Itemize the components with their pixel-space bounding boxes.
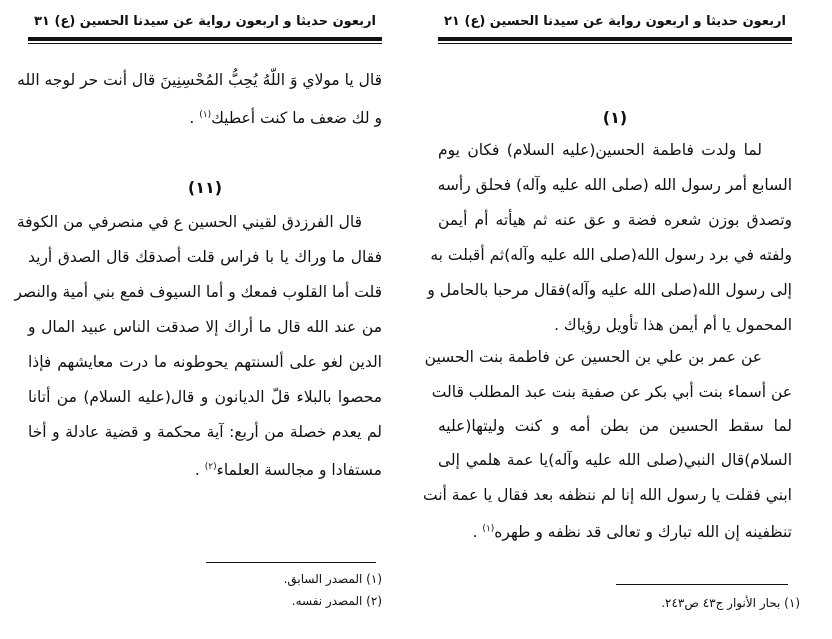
text-line: عن أسماء بنت أبي بكر عن صفية بنت عبد المطلب قالت: [431, 383, 792, 401]
text-line: وتصدق بوزن شعره فضة و عق عنه ثم هيأته أم أيمن: [438, 211, 792, 229]
text-line: قال يا مولاي وَ اللّهُ يُحِبُّ المُحْسِنِينَ قال أنت حر لوجه الله: [17, 71, 382, 89]
text-line: لما سقط الحسين من بطن أمه و كنت وليتها(عليه: [438, 417, 792, 435]
section-number: (١): [602, 108, 628, 127]
section-number: (١١): [187, 178, 223, 197]
footnote-ref: (٢): [204, 462, 217, 472]
text-line: و لك ضعف ما كنت أعطيك$^{(١)}$ .: [189, 109, 382, 128]
text-line-body: و لك ضعف ما كنت أعطيك: [211, 109, 382, 128]
footnote-ref: (١): [482, 524, 495, 534]
text-line-body: مستفادا و مجالسة العلماء: [216, 461, 382, 480]
text-line: فقال ما وراك يا با فراس قلت أصدقك قال الصدق أريد: [28, 248, 382, 266]
text-line-body: تنظفينه إن الله تبارك و تعالى قد نظفه و طهره: [494, 523, 792, 542]
page-number: ٣١: [34, 14, 50, 29]
page-number: ٢١: [444, 14, 460, 29]
header-rule: [438, 37, 792, 41]
text-line: تنظفينه إن الله تبارك و تعالى قد نظفه و طهره$^{(١)}$ .: [472, 523, 792, 542]
header-title: اربعون حديثا و اربعون رواية عن سيدنا الحسين (ع): [464, 14, 786, 29]
text-line: السلام)قال النبي(صلى الله عليه وآله)يا عمة هلمي إلى: [438, 451, 792, 469]
text-line: من عند الله قال ما أراك إلا صدقت الناس عبيد المال و: [28, 318, 382, 336]
footnote-rule: [616, 584, 788, 585]
text-line: المحمول يا أم أيمن هذا تأويل رؤياك .: [554, 316, 792, 334]
text-line: الدين لغو على ألسنتهم يحوطونه ما درت معايشهم فإذا: [28, 353, 382, 371]
footnote: (١) المصدر السابق.: [283, 572, 382, 586]
footnote: (١) بحار الأنوار ج٤٣ ص٢٤٣.: [661, 596, 800, 610]
text-line: قال الفرزدق لقيني الحسين ع في منصرفي من الكوفة: [16, 213, 362, 231]
text-line: محصوا بالبلاء قلّ الديانون و قال(عليه السلام) من أتانا: [28, 388, 382, 406]
text-line: لم يعدم خصلة من أربع: آية محكمة و قضية عادلة و أخا: [28, 423, 382, 441]
footnote-ref: (١): [199, 110, 212, 120]
text-line: إلى رسول الله(صلى الله عليه وآله)فقال مرحبا بالحامل و: [427, 281, 792, 299]
header-title: اربعون حديثا و اربعون رواية عن سيدنا الحسين (ع): [54, 14, 376, 29]
text-line: عن عمر بن علي بن الحسين عن فاطمة بنت الحسين: [424, 348, 762, 366]
text-line: لما ولدت فاطمة الحسين(عليه السلام) فكان يوم: [438, 141, 762, 159]
text-line: ابني فقلت يا رسول الله إنا لم ننظفه بعد فقال يا عمة أنت: [423, 486, 792, 504]
text-line: مستفادا و مجالسة العلماء$^{(٢)}$ .: [194, 461, 382, 480]
left-page: [14, 0, 382, 639]
text-line: السابع أمر رسول الله (صلى الله عليه وآله) فحلق رأسه: [437, 176, 792, 194]
right-page: [423, 0, 800, 639]
footnote: (٢) المصدر نفسه.: [291, 594, 382, 608]
header-rule: [28, 37, 382, 41]
running-header: [28, 12, 382, 32]
footnote-rule: [206, 562, 376, 563]
running-header: [438, 12, 792, 32]
text-line: ولفته في برد رسول الله(صلى الله عليه وآله)ثم أقبلت به: [430, 246, 792, 264]
text-line: قلت أما القلوب فمعك و أما السيوف فمع بني أمية والنصر: [14, 283, 382, 301]
